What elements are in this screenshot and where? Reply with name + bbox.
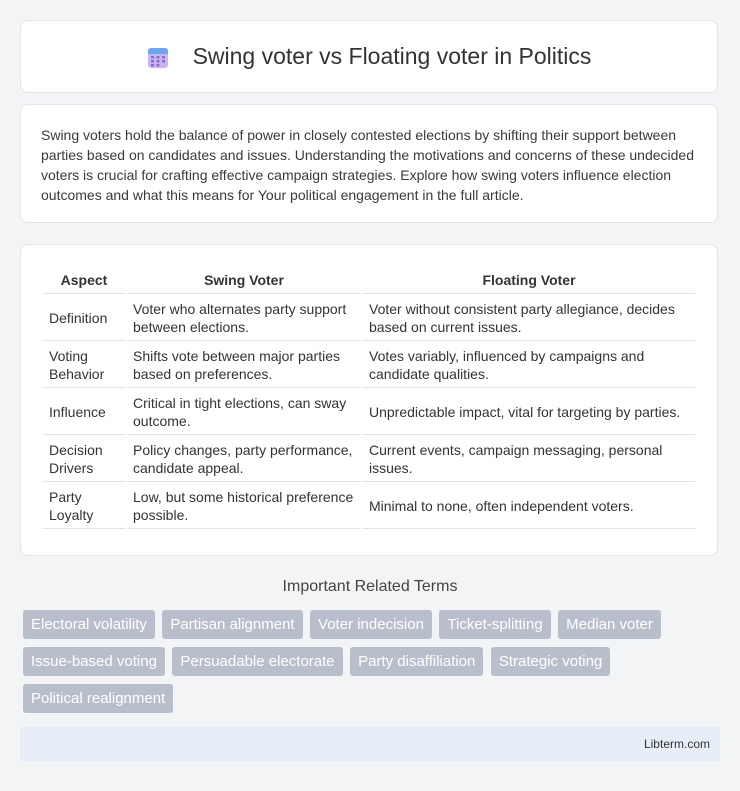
footer [20,727,720,761]
tag-link[interactable]: Political realignment [23,684,173,713]
header-swing-voter: Swing Voter [127,267,361,294]
footer-site-link[interactable]: Libterm.com [643,737,710,751]
tag-link[interactable]: Strategic voting [491,647,610,676]
row-aspect: Party Loyalty [43,484,125,529]
table-row [43,390,695,435]
tag-link[interactable]: Voter indecision [310,610,432,639]
tag-link[interactable]: Ticket-splitting [439,610,550,639]
row-aspect: Voting Behavior [43,343,125,388]
row-swing: Voter who alternates party support between elections. [127,296,361,341]
tag-link[interactable]: Electoral volatility [23,610,155,639]
header-aspect: Aspect [43,267,125,294]
tag-link[interactable]: Median voter [558,610,661,639]
related-terms-tags [23,610,713,721]
row-swing: Shifts vote between major parties based on preferences. [127,343,361,388]
intro-text: Swing voters hold the balance of power in closely contested elections by shifting their support between parties based on candidates and issues. Understanding the motivations and concerns of these undecided voters is crucial for crafting effective campaign strategies. Explore how swing voters influence election outcomes and what this means for Your political engagement in the full article. [41,127,694,203]
tag-link[interactable]: Persuadable electorate [172,647,342,676]
row-floating: Voter without consistent party allegiance, decides based on current issues. [363,296,695,341]
row-floating: Votes variably, influenced by campaigns and candidate qualities. [363,343,695,388]
row-swing: Low, but some historical preference possible. [127,484,361,529]
comparison-table [41,265,697,531]
row-aspect: Influence [43,390,125,435]
intro-card [20,104,718,223]
tag-link[interactable]: Issue-based voting [23,647,165,676]
row-aspect: Definition [43,296,125,341]
related-terms-title: Important Related Terms [282,578,458,595]
table-row [43,437,695,482]
table-header-row [43,267,695,294]
calendar-grid-icon [147,45,169,69]
page-title: Swing voter vs Floating voter in Politics [192,43,592,69]
table-row [43,484,695,529]
table-row [43,296,695,341]
header-floating-voter: Floating Voter [363,267,695,294]
row-floating: Unpredictable impact, vital for targeting by parties. [363,390,695,435]
title-card [20,20,718,93]
table-row [43,343,695,388]
tag-link[interactable]: Partisan alignment [162,610,302,639]
row-swing: Critical in tight elections, can sway outcome. [127,390,361,435]
row-aspect: Decision Drivers [43,437,125,482]
row-swing: Policy changes, party performance, candidate appeal. [127,437,361,482]
tag-link[interactable]: Party disaffiliation [350,647,483,676]
row-floating: Minimal to none, often independent voters. [363,484,695,529]
row-floating: Current events, campaign messaging, personal issues. [363,437,695,482]
comparison-card [20,244,718,556]
